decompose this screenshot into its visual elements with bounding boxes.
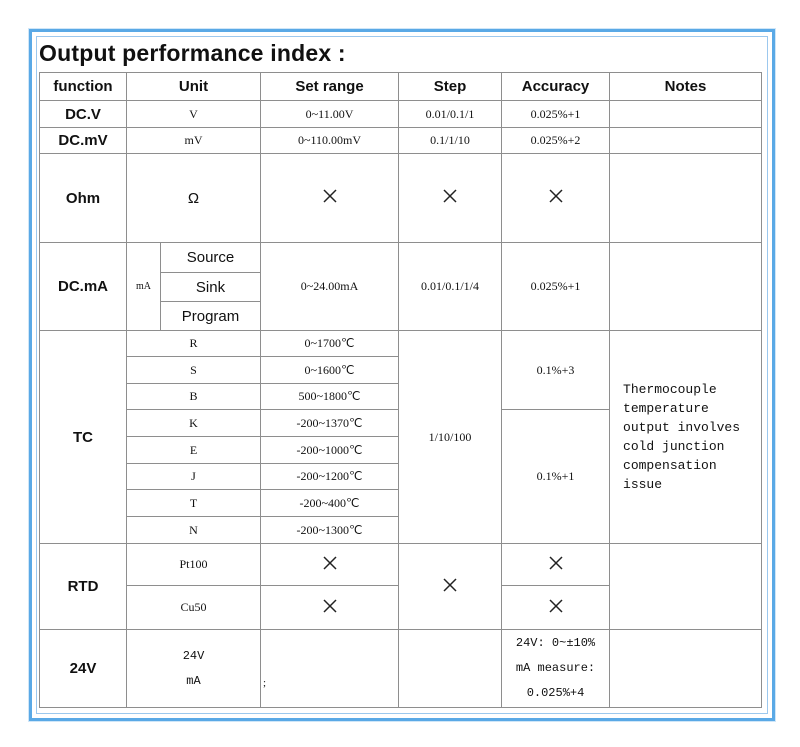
notes-rtd xyxy=(610,544,762,630)
unit-dcma: mA xyxy=(127,243,161,331)
function-dcv: DC.V xyxy=(40,101,127,128)
row-dcma-source xyxy=(40,243,762,273)
page-title: Output performance index : xyxy=(39,40,346,66)
rtd-type-pt100: Pt100 xyxy=(127,544,261,586)
notes-dcmv xyxy=(610,128,762,154)
step-rtd xyxy=(399,544,502,630)
function-24v: 24V xyxy=(40,630,127,708)
mode-sink: Sink xyxy=(161,273,261,302)
function-rtd: RTD xyxy=(40,544,127,630)
range-rtd-pt100 xyxy=(261,544,399,586)
function-dcma: DC.mA xyxy=(40,243,127,331)
range-rtd-cu50 xyxy=(261,586,399,630)
mode-source: Source xyxy=(161,243,261,273)
header-notes: Notes xyxy=(610,73,762,101)
accuracy-24v-line-3: 0.025%+4 xyxy=(526,686,585,700)
accuracy-tc-others: 0.1%+1 xyxy=(502,410,610,544)
accuracy-dcv: 0.025%+1 xyxy=(502,101,610,128)
tc-range-j: -200~1200℃ xyxy=(261,464,399,490)
accuracy-ohm xyxy=(502,154,610,243)
header-set-range: Set range xyxy=(261,73,399,101)
row-24v xyxy=(40,630,762,708)
header-row xyxy=(40,73,762,101)
accuracy-tc-rsb: 0.1%+3 xyxy=(502,331,610,410)
tc-type-k: K xyxy=(127,410,261,437)
range-24v xyxy=(261,630,399,708)
accuracy-24v-line-1: 24V: 0~±10% xyxy=(515,636,596,650)
step-tc: 1/10/100 xyxy=(399,331,502,544)
accuracy-rtd-pt100 xyxy=(502,544,610,586)
performance-table xyxy=(39,72,762,708)
header-accuracy: Accuracy xyxy=(502,73,610,101)
x-mark-icon xyxy=(322,188,338,204)
x-mark-icon xyxy=(322,555,338,571)
tc-type-s: S xyxy=(127,357,261,384)
accuracy-24v-line-2: mA measure: xyxy=(515,661,596,675)
unit-24v-line-2: mA xyxy=(186,673,201,688)
tc-type-t: T xyxy=(127,490,261,517)
header-unit: Unit xyxy=(127,73,261,101)
range-24v-mark: ; xyxy=(263,677,267,689)
range-ohm xyxy=(261,154,399,243)
header-step: Step xyxy=(399,73,502,101)
tc-range-b: 500~1800℃ xyxy=(261,384,399,410)
step-dcmv: 0.1/1/10 xyxy=(399,128,502,154)
tc-range-e: -200~1000℃ xyxy=(261,437,399,464)
mode-program: Program xyxy=(161,302,261,331)
function-ohm: Ohm xyxy=(40,154,127,243)
x-mark-icon xyxy=(548,188,564,204)
tc-range-s: 0~1600℃ xyxy=(261,357,399,384)
accuracy-rtd-cu50 xyxy=(502,586,610,630)
tc-type-r: R xyxy=(127,331,261,357)
x-mark-icon xyxy=(548,555,564,571)
row-ohm xyxy=(40,154,762,243)
function-tc: TC xyxy=(40,331,127,544)
range-dcmv: 0~110.00mV xyxy=(261,128,399,154)
step-dcma: 0.01/0.1/1/4 xyxy=(399,243,502,331)
notes-tc: Thermocouple temperature output involves cold junction compensation issue xyxy=(610,331,762,544)
x-mark-icon xyxy=(548,598,564,614)
notes-dcv xyxy=(610,101,762,128)
tc-range-n: -200~1300℃ xyxy=(261,517,399,544)
step-24v xyxy=(399,630,502,708)
accuracy-dcma: 0.025%+1 xyxy=(502,243,610,331)
unit-ohm: Ω xyxy=(127,154,261,243)
tc-type-j: J xyxy=(127,464,261,490)
unit-24v-line-1: 24V xyxy=(182,648,205,663)
row-tc-r xyxy=(40,331,762,357)
notes-dcma xyxy=(610,243,762,331)
tc-range-r: 0~1700℃ xyxy=(261,331,399,357)
notes-ohm xyxy=(610,154,762,243)
x-mark-icon xyxy=(322,598,338,614)
function-dcmv: DC.mV xyxy=(40,128,127,154)
tc-type-e: E xyxy=(127,437,261,464)
notes-24v xyxy=(610,630,762,708)
accuracy-dcmv: 0.025%+2 xyxy=(502,128,610,154)
row-rtd-pt100 xyxy=(40,544,762,586)
unit-24v xyxy=(127,630,261,708)
header-function: function xyxy=(40,73,127,101)
range-dcv: 0~11.00V xyxy=(261,101,399,128)
row-dcmv xyxy=(40,128,762,154)
step-ohm xyxy=(399,154,502,243)
x-mark-icon xyxy=(442,577,458,593)
rtd-type-cu50: Cu50 xyxy=(127,586,261,630)
step-dcv: 0.01/0.1/1 xyxy=(399,101,502,128)
x-mark-icon xyxy=(442,188,458,204)
unit-dcmv: mV xyxy=(127,128,261,154)
tc-range-t: -200~400℃ xyxy=(261,490,399,517)
row-dcv xyxy=(40,101,762,128)
accuracy-24v xyxy=(502,630,610,708)
tc-type-n: N xyxy=(127,517,261,544)
tc-type-b: B xyxy=(127,384,261,410)
unit-dcv: V xyxy=(127,101,261,128)
range-dcma: 0~24.00mA xyxy=(261,243,399,331)
tc-range-k: -200~1370℃ xyxy=(261,410,399,437)
